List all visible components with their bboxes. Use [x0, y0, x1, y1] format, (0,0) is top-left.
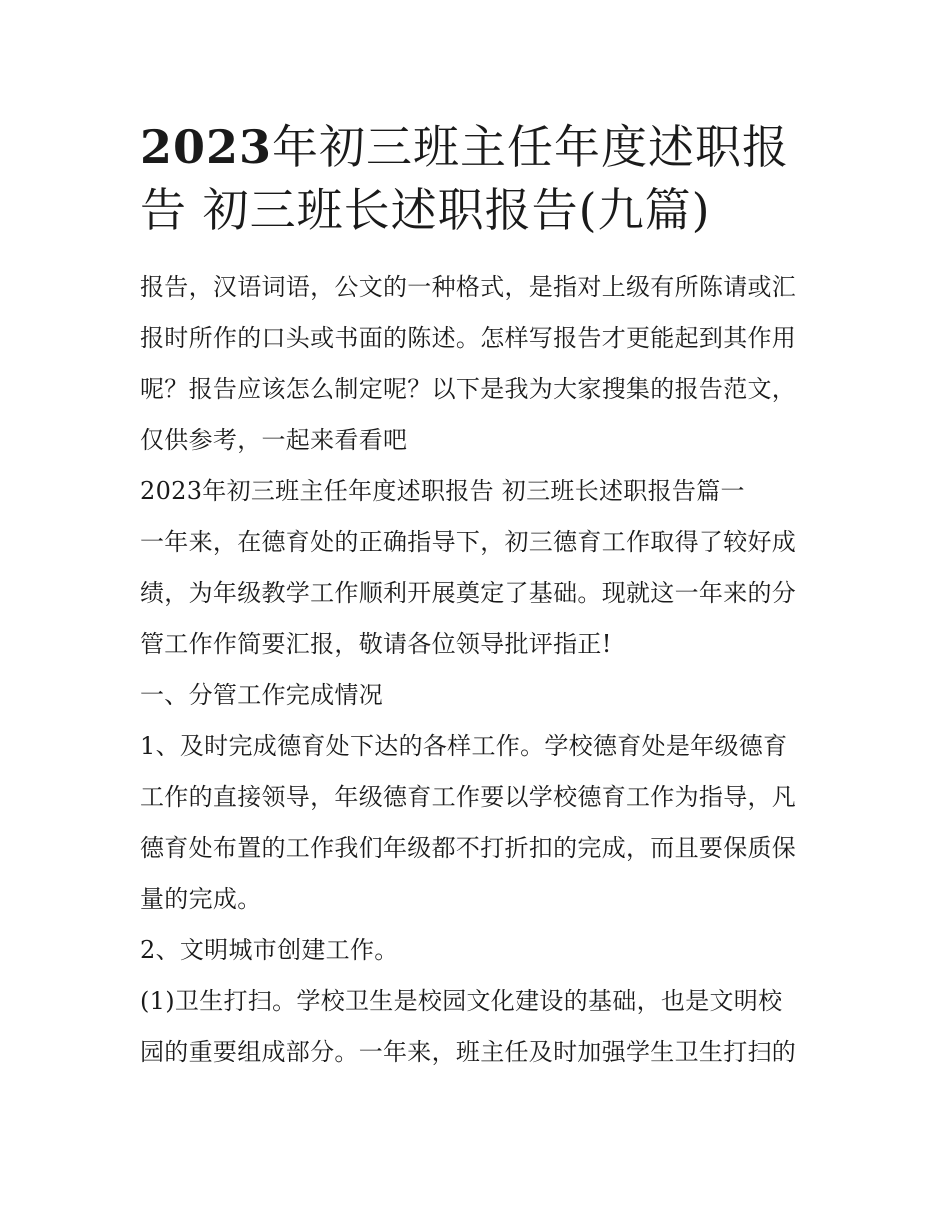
paragraph-line: 量的完成。 [140, 885, 262, 913]
title-line-2: 告 初三班长述职报告(九篇) [140, 183, 711, 237]
paragraph-line: 工作的直接领导，年级德育工作要以学校德育工作为指导，凡 [140, 783, 797, 811]
paragraph-line: 1、及时完成德育处下达的各样工作。学校德育处是年级德育 [140, 732, 788, 760]
title-line-1-text: 年初三班主任年度述职报 [272, 120, 790, 174]
title-line-1 [140, 116, 820, 179]
paragraph-line: 管工作作简要汇报，敬请各位领导批评指正! [140, 630, 612, 658]
subsection-heading-2: 2、文明城市创建工作。 [140, 936, 399, 964]
intro-line-4: 仅供参考，一起来看看吧 [140, 426, 408, 454]
title-year: 2023 [140, 120, 273, 174]
section-heading-1: 一、分管工作完成情况 [140, 681, 383, 709]
paragraph-line: 德育处布置的工作我们年级都不打折扣的完成，而且要保质保 [140, 834, 797, 862]
document-page [140, 116, 820, 1078]
document-title [140, 116, 820, 242]
document-body [140, 262, 820, 1078]
section-heading-article-1: 2023年初三班主任年度述职报告 初三班长述职报告篇一 [140, 477, 745, 505]
paragraph-line: 园的重要组成部分。一年来，班主任及时加强学生卫生打扫的 [140, 1038, 797, 1066]
intro-line-1: 报告，汉语词语，公文的一种格式，是指对上级有所陈请或汇 [140, 273, 797, 301]
intro-line-2: 报时所作的口头或书面的陈述。怎样写报告才更能起到其作用 [140, 324, 797, 352]
paragraph-line: 绩，为年级教学工作顺利开展奠定了基础。现就这一年来的分 [140, 579, 797, 607]
paragraph-line: 一年来，在德育处的正确指导下，初三德育工作取得了较好成 [140, 528, 797, 556]
intro-line-3: 呢？报告应该怎么制定呢？以下是我为大家搜集的报告范文， [140, 375, 797, 403]
paragraph-line: (1)卫生打扫。学校卫生是校园文化建设的基础，也是文明校 [140, 987, 783, 1015]
